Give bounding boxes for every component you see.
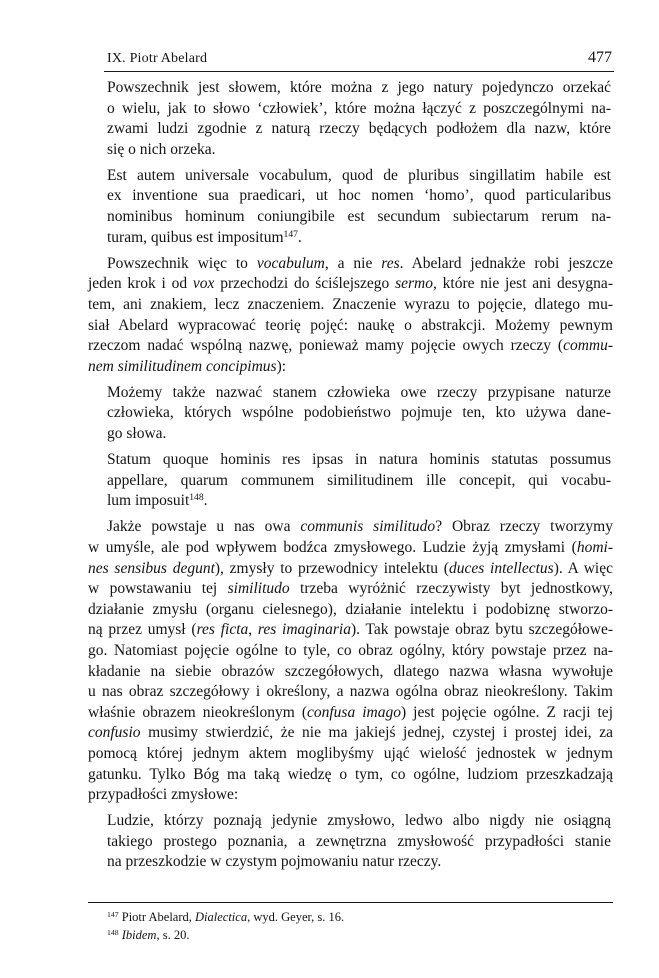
text-run: Piotr Abelard, xyxy=(118,910,196,924)
footnote-ref: 147 xyxy=(107,910,119,920)
footnote-rule xyxy=(88,902,613,903)
text-run: się o nich orzeka. xyxy=(107,140,216,158)
paragraph xyxy=(88,254,613,378)
text-line xyxy=(88,559,613,580)
page-body xyxy=(0,78,659,873)
text-line xyxy=(88,254,613,275)
italic-term: homi- xyxy=(576,538,613,556)
text-line xyxy=(88,274,613,295)
text-line xyxy=(88,703,613,724)
text-run: Ludzie, którzy poznają jedynie zmysłowo, ledwo albo nigdy nie osiągną xyxy=(107,812,611,830)
text-line xyxy=(107,471,611,492)
footnote xyxy=(107,926,612,944)
running-header xyxy=(107,49,612,67)
text-run: ną przez umysł ( xyxy=(88,621,197,639)
text-line xyxy=(88,295,613,316)
text-line xyxy=(88,316,613,337)
block-quote xyxy=(107,383,611,445)
italic-term: nes sensibus degunt xyxy=(88,559,215,577)
text-run: ) jest pojęcie ogólne. Z racji tej xyxy=(400,703,613,721)
text-run: . xyxy=(297,228,302,246)
italic-term: nem similitudinem concipimus xyxy=(88,357,277,375)
text-run: zwami ludzi zgodnie z naturą rzeczy będących podłożem dla nazw, które xyxy=(107,120,611,138)
text-run: pomocą której jednym aktem moglibyśmy ująć wielość jednostek w jednym xyxy=(88,744,613,762)
text-line xyxy=(88,336,613,357)
text-run: jeden krok i od xyxy=(88,275,193,293)
italic-term: similitudo xyxy=(227,580,290,598)
text-line xyxy=(88,538,613,559)
text-run: rzeczom nadać wspólną nazwę, ponieważ mamy pojęcie owych rzeczy ( xyxy=(88,337,564,355)
footnote-ref: 147 xyxy=(283,228,298,240)
block-quote xyxy=(107,166,611,248)
text-run: , xyxy=(248,621,258,639)
italic-term: vocabulum xyxy=(256,254,325,272)
italic-term: Dialectica xyxy=(195,910,248,924)
text-run: o wielu, jak to słowo ‘człowiek’, które można łączyć z poszczególnymi na- xyxy=(107,99,611,117)
text-line xyxy=(88,785,613,806)
text-run: ): xyxy=(276,357,287,375)
text-line xyxy=(107,119,611,140)
text-run: Powszechnik więc to xyxy=(107,254,257,272)
text-line xyxy=(107,140,611,161)
text-run: siał Abelard wypracować teorię pojęć: naukę o abstrakcji. Możemy pewnym xyxy=(88,316,613,334)
text-line xyxy=(88,579,613,600)
text-run: go słowa. xyxy=(107,425,167,442)
italic-term: confusa imago xyxy=(307,703,401,721)
text-line xyxy=(107,186,611,207)
text-run: w umyśle, ale pod wpływem bodźca zmysłowego. Ludzie żyją zmysłami ( xyxy=(88,538,577,556)
block-quote xyxy=(107,78,611,160)
text-line xyxy=(107,166,611,187)
text-run: działanie zmysłu (organu cielesnego), działanie intelektu i podobiznę stworzo- xyxy=(88,600,613,618)
running-title: IX. Piotr Abelard xyxy=(107,51,208,66)
text-run: Powszechnik jest słowem, które można z jego natury pojedynczo orzekać xyxy=(107,79,611,96)
text-run: Est autem universale vocabulum, quod de pluribus singillatim habile est xyxy=(107,166,611,184)
text-run: u nas obraz szczegółowy i określony, a nazwa ogólna obraz nieokreślony. Takim xyxy=(88,683,613,701)
text-run: właśnie obrazem nieokreślonym ( xyxy=(88,703,307,721)
italic-term: confusio xyxy=(88,724,141,742)
text-line xyxy=(88,682,613,703)
text-line xyxy=(88,765,613,786)
text-run: gatunku. Tylko Bóg ma taką wiedzę o tym, co ogólne, ludziom przeszkadzają xyxy=(88,765,613,783)
block-quote xyxy=(107,811,611,873)
text-run: ? Obraz rzeczy tworzymy xyxy=(435,518,613,536)
text-line xyxy=(107,99,611,120)
text-run: appellare, quarum communem similitudinem ille concepit, qui vocabu- xyxy=(107,471,611,489)
italic-term: duces intellectus xyxy=(448,559,554,577)
text-run: przypadłości zmysłowe: xyxy=(88,786,239,804)
text-line xyxy=(88,723,613,744)
text-line xyxy=(88,641,613,662)
paragraph xyxy=(88,517,613,805)
text-run: , które nie jest ani desygna- xyxy=(432,275,613,293)
footnote-ref: 148 xyxy=(107,928,119,938)
text-line xyxy=(107,811,611,832)
text-run: ). Tak powstaje obraz bytu szczegółowe- xyxy=(350,621,614,639)
text-run: ), zmysły to przewodnicy intelektu ( xyxy=(214,559,449,577)
italic-term: res xyxy=(381,254,400,272)
italic-term: communis similitudo xyxy=(300,518,436,536)
text-run: tem, ani znakiem, lecz znaczeniem. Znaczenie wyrazu to pojęcie, dlatego mu- xyxy=(88,295,613,313)
text-run: , wyd. Geyer, s. 16. xyxy=(247,910,345,924)
text-line xyxy=(107,450,611,471)
text-run: takiego prostego poznania, a zewnętrzna zmysłowość przypadłości stanie xyxy=(107,832,611,850)
text-run: nominibus hominum coniungibile est secundum subiectarum rerum na- xyxy=(107,208,611,226)
text-line xyxy=(88,620,613,641)
text-run: , s. 20. xyxy=(156,928,190,942)
italic-term: res imaginaria xyxy=(257,621,351,639)
italic-term: commu- xyxy=(563,337,613,355)
text-line xyxy=(88,517,613,538)
text-line xyxy=(107,491,611,512)
text-line xyxy=(107,832,611,853)
text-run: trzeba wyróżnić rzeczywisty byt jednostkowy, xyxy=(289,580,613,598)
text-line xyxy=(88,357,613,378)
text-run: ex inventione sua praedicari, ut hoc nomen ‘homo’, quod particularibus xyxy=(107,187,611,205)
text-run: turam, quibus est impositum xyxy=(107,228,284,246)
text-line xyxy=(107,424,611,445)
text-run: Możemy także nazwać stanem człowieka owe rzeczy przypisane naturze xyxy=(107,383,611,401)
italic-term: vox xyxy=(192,275,215,293)
text-run: kładanie na siebie obrazów szczegółowych, dlatego nazwa własna wywołuje xyxy=(88,662,613,680)
text-line xyxy=(88,662,613,683)
header-rule xyxy=(104,71,614,72)
text-line xyxy=(88,744,613,765)
text-run: w powstawaniu tej xyxy=(88,580,228,598)
text-run: lum imposuit xyxy=(107,492,190,510)
text-line xyxy=(107,383,611,404)
text-run: , a nie xyxy=(324,254,382,272)
text-run: przechodzi do ściślejszego xyxy=(214,275,396,293)
text-run: musimy stwierdzić, że nie ma jakiejś jednej, czystej i prostej idei, za xyxy=(140,724,613,742)
footnote-ref: 148 xyxy=(189,492,204,504)
text-run: . xyxy=(203,492,208,510)
text-run: na przeszkodzie w czystym pojmowaniu natur rzeczy. xyxy=(107,853,442,871)
italic-term: res ficta xyxy=(196,621,249,639)
footnotes xyxy=(107,908,612,944)
text-run: ). A więc xyxy=(553,559,613,577)
text-line xyxy=(107,403,611,424)
text-line xyxy=(107,852,611,873)
text-run: Jakże powstaje u nas owa xyxy=(107,518,301,536)
text-line xyxy=(88,600,613,621)
text-line xyxy=(107,228,611,249)
text-line xyxy=(107,207,611,228)
text-run: go. Natomiast pojęcie ogólne to tyle, co obraz ogólny, który powstaje przez na- xyxy=(88,641,613,659)
text-line xyxy=(107,78,611,99)
page-number: 477 xyxy=(588,49,612,66)
text-run: . Abelard jednakże robi jeszcze xyxy=(399,254,613,272)
italic-term: Ibidem xyxy=(121,928,157,942)
block-quote xyxy=(107,450,611,512)
italic-term: sermo xyxy=(395,275,433,293)
footnote xyxy=(107,908,612,926)
text-run: Statum quoque hominis res ipsas in natura hominis statutas possumus xyxy=(107,451,611,469)
text-run: człowieka, których wspólne podobieństwo pojmuje ten, kto używa dane- xyxy=(107,404,611,422)
